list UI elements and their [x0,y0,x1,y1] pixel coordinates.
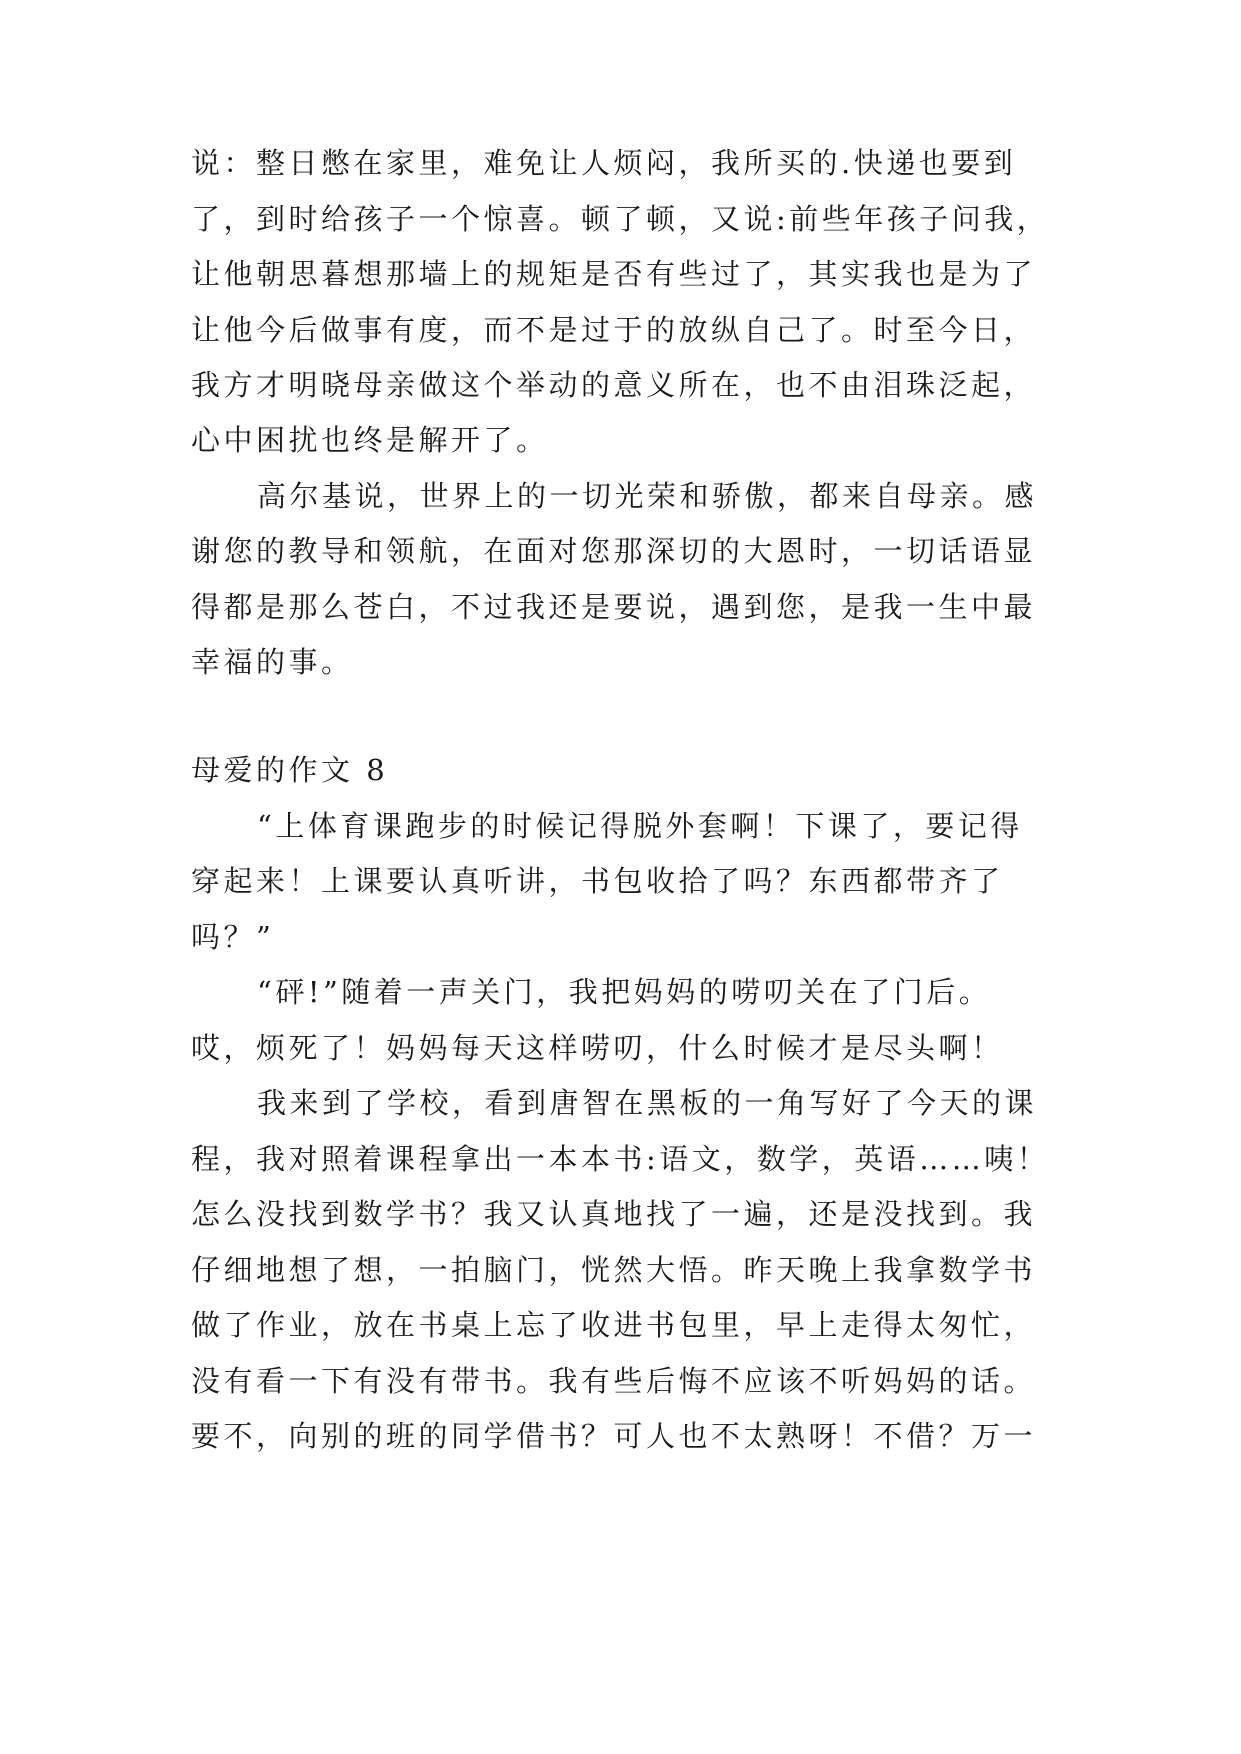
paragraph-1-line-5: 我方才明晓母亲做这个举动的意义所在，也不由泪珠泛起， [191,368,1037,402]
paragraph-1-line-2: 了，到时给孩子一个惊喜。顿了顿，又说:前些年孩子问我， [191,202,1050,236]
paragraph-4-line-2: 哎，烦死了！妈妈每天这样唠叨，什么时候才是尽头啊！ [191,1031,1004,1065]
paragraph-1-line-6: 心中困扰也终是解开了。 [191,423,549,457]
paragraph-5-line-6: 没有看一下有没有带书。我有些后悔不应该不听妈妈的话。 [191,1364,1037,1398]
paragraph-2-line-2: 谢您的教导和领航，在面对您那深切的大恩时，一切话语显 [191,534,1037,568]
paragraph-5-line-5: 做了作业，放在书桌上忘了收进书包里，早上走得太匆忙， [191,1308,1037,1342]
paragraph-1-line-3: 让他朝思暮想那墙上的规矩是否有些过了，其实我也是为了 [191,257,1037,291]
paragraph-1-line-4: 让他今后做事有度，而不是过于的放纵自己了。时至今日， [191,313,1037,347]
paragraph-3-line-1: “上体育课跑步的时候记得脱外套啊！下课了，要记得 [257,809,1023,843]
paragraph-2-line-1: 高尔基说，世界上的一切光荣和骄傲，都来自母亲。感 [257,479,1038,513]
paragraph-1-line-1: 说：整日憋在家里，难免让人烦闷，我所买的.快递也要到 [191,146,1017,180]
paragraph-2-line-3: 得都是那么苍白，不过我还是要说，遇到您，是我一生中最 [191,590,1037,624]
paragraph-2-line-4: 幸福的事。 [191,645,354,679]
paragraph-3-line-3: 吗？” [191,920,275,954]
paragraph-5-line-7: 要不，向别的班的同学借书？可人也不太熟呀！不借？万一 [191,1419,1037,1453]
paragraph-5-line-2: 程，我对照着课程拿出一本本书:语文，数学，英语……咦！ [191,1142,1050,1176]
section-title: 母爱的作文 8 [191,753,389,787]
paragraph-5-line-3: 怎么没找到数学书？我又认真地找了一遍，还是没找到。我 [191,1197,1037,1231]
paragraph-4-line-1: “砰!”随着一声关门，我把妈妈的唠叨关在了门后。 [257,975,992,1009]
paragraph-3-line-2: 穿起来！上课要认真听讲，书包收拾了吗？东西都带齐了 [191,864,1004,898]
paragraph-5-line-1: 我来到了学校，看到唐智在黑板的一角写好了今天的课 [257,1086,1038,1120]
paragraph-5-line-4: 仔细地想了想，一拍脑门，恍然大悟。昨天晚上我拿数学书 [191,1253,1037,1287]
